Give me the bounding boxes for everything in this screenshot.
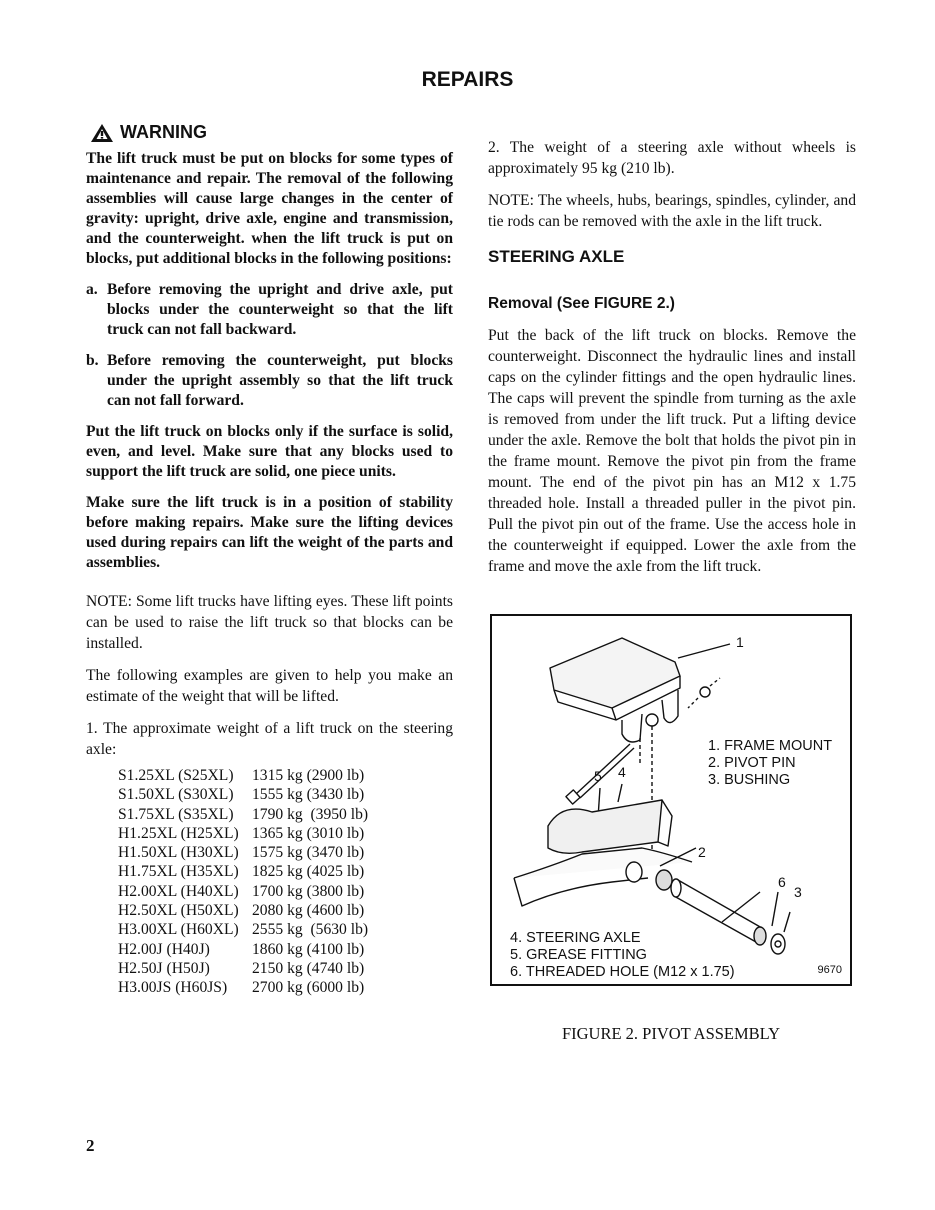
callout-label: 3 xyxy=(794,884,802,900)
weights-row xyxy=(118,843,368,862)
weights-row xyxy=(118,882,368,901)
legend-item: 2. PIVOT PIN xyxy=(708,755,796,771)
model-cell: S1.50XL (S30XL) xyxy=(118,786,234,804)
pivot-assembly-illustration xyxy=(492,616,850,984)
weight-cell: 1860 kg (4100 lb) xyxy=(252,940,365,958)
weights-table xyxy=(118,766,368,998)
weights-row xyxy=(118,978,368,997)
model-cell: H3.00XL (H60XL) xyxy=(118,921,239,939)
note-lifting-eyes: NOTE: Some lift trucks have lifting eyes. These lift points can be used to raise the lift truck so that blocks can be installed. xyxy=(86,593,453,652)
warning-heading xyxy=(90,122,453,143)
page-number: 2 xyxy=(86,1136,95,1155)
subsection-heading: Removal (See FIGURE 2.) xyxy=(488,295,675,312)
weight-item-1: 1. The approximate weight of a lift truck on the steering axle: xyxy=(86,720,453,758)
legend-item: 1. FRAME MOUNT xyxy=(708,738,833,754)
weights-row xyxy=(118,766,368,785)
legend-item: 3. BUSHING xyxy=(708,772,791,788)
weights-row xyxy=(118,901,368,920)
weights-row xyxy=(118,824,368,843)
weights-row xyxy=(118,959,368,978)
model-cell: H1.50XL (H30XL) xyxy=(118,844,239,862)
warning-item-text: Before removing the counterweight, put blocks under the upright assembly so that the lift truck can not fall forward. xyxy=(107,352,453,409)
callout-label: 4 xyxy=(618,764,626,780)
model-cell: H1.25XL (H25XL) xyxy=(118,824,239,842)
warning-item-b xyxy=(86,351,453,411)
weight-cell: 1555 kg (3430 lb) xyxy=(252,786,365,804)
weights-row xyxy=(118,805,368,824)
left-column xyxy=(86,122,453,998)
legend-item: 4. STEERING AXLE xyxy=(510,930,641,946)
warning-triangle-icon xyxy=(90,123,114,143)
legend-item: 6. THREADED HOLE (M12 x 1.75) xyxy=(510,964,735,980)
model-cell: H2.00J (H40J) xyxy=(118,940,210,958)
callout-label: 2 xyxy=(698,844,706,860)
warning-stability-paragraph: Make sure the lift truck is in a position of stability before making repairs. Make sure the lifting devices used during repairs can lift the weight of the parts and assemblies. xyxy=(86,494,453,571)
warning-item-label: a. xyxy=(86,281,98,298)
page-title: REPAIRS xyxy=(421,68,514,91)
figure-pivot-assembly xyxy=(490,614,852,986)
figure-code: 9670 xyxy=(817,964,842,976)
weights-row xyxy=(118,862,368,881)
model-cell: S1.25XL (S25XL) xyxy=(118,767,234,784)
weights-row xyxy=(118,785,368,804)
model-cell: H2.50J (H50J) xyxy=(118,959,210,977)
examples-intro: The following examples are given to help you make an estimate of the weight that will be lifted. xyxy=(86,667,453,705)
note-remove-parts: NOTE: The wheels, hubs, bearings, spindles, cylinder, and tie rods can be removed with the axle in the lift truck. xyxy=(488,192,856,230)
weight-cell: 1315 kg (2900 lb) xyxy=(252,767,365,784)
figure-caption: FIGURE 2. PIVOT ASSEMBLY xyxy=(561,1024,781,1043)
weight-cell: 2150 kg (4740 lb) xyxy=(252,959,365,977)
weight-cell: 1365 kg (3010 lb) xyxy=(252,824,365,842)
warning-intro: The lift truck must be put on blocks for some types of maintenance and repair. The removal of the following assemblies will cause large changes in the center of gravity: upright, drive axle, engine and transmission, and the counterweight. when the lift truck is put on blocks, put additional blocks in the following positions: xyxy=(86,150,453,267)
weights-row xyxy=(118,920,368,939)
callout-label: 6 xyxy=(778,874,786,890)
warning-item-text: Before removing the upright and drive axle, put blocks under the counterweight so that the lift truck can not fall backward. xyxy=(107,281,453,338)
section-heading: STEERING AXLE xyxy=(488,247,625,266)
model-cell: H2.50XL (H50XL) xyxy=(118,902,239,920)
weight-cell: 2700 kg (6000 lb) xyxy=(252,979,365,997)
legend-item: 5. GREASE FITTING xyxy=(510,947,647,963)
warning-heading-text: WARNING xyxy=(120,122,207,142)
weight-cell: 2080 kg (4600 lb) xyxy=(252,902,365,920)
weight-cell: 1825 kg (4025 lb) xyxy=(252,863,365,881)
warning-item-a xyxy=(86,280,453,340)
right-column xyxy=(488,137,856,588)
warning-item-label: b. xyxy=(86,352,99,369)
weight-item-2: 2. The weight of a steering axle without wheels is approximately 95 kg (210 lb). xyxy=(488,139,856,177)
callout-label: 1 xyxy=(736,634,744,650)
model-cell: S1.75XL (S35XL) xyxy=(118,805,234,823)
figure-legend-top xyxy=(708,738,832,789)
model-cell: H1.75XL (H35XL) xyxy=(118,863,239,881)
weight-cell: 1575 kg (3470 lb) xyxy=(252,844,365,862)
model-cell: H2.00XL (H40XL) xyxy=(118,882,239,900)
weight-cell: 1790 kg (3950 lb) xyxy=(252,805,369,823)
callout-label: 5 xyxy=(594,768,602,784)
weight-cell: 1700 kg (3800 lb) xyxy=(252,882,365,900)
removal-instructions: Put the back of the lift truck on blocks. Remove the counterweight. Disconnect the hydraulic lines and install caps on the cylinder fittings and the open hydraulic lines. The caps will prevent the spindle from turning as the axle is removed from under the lift truck. Put a lifting device under the axle. Remove the bolt that holds the pivot pin in the frame mount. Remove the pivot pin from the frame mount. The end of the pivot pin has an M12 x 1.75 threaded hole. Install a threaded puller in the pivot pin. Pull the pivot pin out of the frame. Use the access hole in the counterweight if equipped. Lower the axle from the frame and move the axle from the lift truck. xyxy=(488,327,856,575)
weight-cell: 2555 kg (5630 lb) xyxy=(252,921,369,939)
model-cell: H3.00JS (H60JS) xyxy=(118,979,228,997)
weights-row xyxy=(118,940,368,959)
warning-surface-paragraph: Put the lift truck on blocks only if the surface is solid, even, and level. Make sure that any blocks used to support the lift truck are solid, one piece units. xyxy=(86,423,453,480)
figure-legend-bottom xyxy=(510,930,735,981)
